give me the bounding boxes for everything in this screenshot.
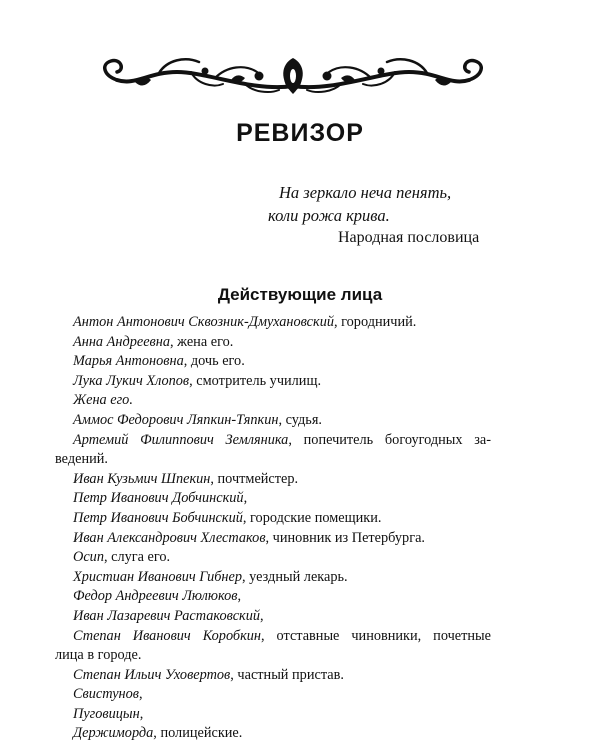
cast-entry <box>73 666 491 686</box>
cast-entry <box>73 705 491 725</box>
character-role: , уездный лекарь. <box>242 568 348 585</box>
cast-entry <box>73 372 491 392</box>
cast-entry <box>73 607 491 627</box>
cast-entry <box>73 724 491 744</box>
character-name: Иван Лазаревич Растаковский <box>73 607 261 624</box>
cast-entry <box>73 391 491 411</box>
cast-list <box>55 313 491 744</box>
cast-entry <box>73 685 491 705</box>
character-name: Свистунов <box>73 686 139 703</box>
character-name: Степан Ильич Уховертов <box>73 666 231 683</box>
cast-entry <box>73 470 491 490</box>
cast-entry <box>73 509 491 529</box>
decorative-ornament <box>95 42 491 102</box>
cast-entry <box>73 352 491 372</box>
cast-entry <box>73 568 491 588</box>
character-name: Марья Антоновна <box>73 353 184 370</box>
cast-entry <box>73 333 491 353</box>
character-role: , жена его. <box>170 333 234 350</box>
character-role: , <box>237 588 242 605</box>
character-name: Осип <box>73 549 104 566</box>
character-role: , городские помещики. <box>242 509 382 526</box>
cast-entry-continuation: ведений. <box>55 451 108 468</box>
character-role: , судья. <box>278 411 322 428</box>
character-name: Степан Иванович Коробкин <box>73 627 262 644</box>
cast-entry <box>73 313 491 333</box>
character-name: Жена его. <box>73 392 133 409</box>
character-role: , чиновник из Петербурга. <box>265 529 425 546</box>
character-name: Иван Александрович Хлестаков <box>73 529 266 546</box>
cast-entry <box>73 489 491 509</box>
character-role: , <box>139 705 144 722</box>
cast-entry-continuation: лица в городе. <box>55 647 142 664</box>
character-name: Пуговицын <box>73 705 140 722</box>
character-role: , попечитель богоугодных за- <box>288 431 491 448</box>
play-title: РЕВИЗОР <box>236 119 364 147</box>
character-name: Федор Андреевич Люлюков <box>73 588 238 605</box>
character-name: Петр Иванович Добчинский <box>73 490 244 507</box>
cast-entry <box>73 587 491 607</box>
epigraph-attribution: Народная пословица <box>338 229 480 246</box>
character-role: , смотритель училищ. <box>189 372 322 389</box>
character-role: , городничий. <box>334 314 417 330</box>
epigraph-line-2: коли рожа крива. <box>268 206 390 225</box>
character-name: Христиан Иванович Гибнер <box>73 568 243 585</box>
cast-entry <box>73 411 491 431</box>
epigraph-line-1: На зеркало неча пенять, <box>279 183 452 202</box>
character-role: , <box>243 490 248 507</box>
cast-heading: Действующие лица <box>217 285 383 304</box>
character-name: Держиморда <box>73 725 154 742</box>
character-name: Анна Андреевна <box>73 333 170 350</box>
character-role: , <box>260 607 264 624</box>
cast-entry <box>73 529 491 549</box>
character-name: Петр Иванович Бобчинский <box>73 509 243 526</box>
character-role: , почтмейстер. <box>210 470 299 487</box>
character-role: , полицейские. <box>153 725 243 742</box>
character-role: , дочь его. <box>183 353 245 370</box>
character-name: Иван Кузьмич Шпекин <box>73 470 211 487</box>
character-name: Антон Антонович Сквозник-Дмухановский <box>73 314 334 330</box>
character-role: , отставные чиновники, почетные <box>261 627 491 644</box>
cast-entry <box>73 431 491 451</box>
character-name: Артемий Филиппович Земляника <box>73 431 289 448</box>
cast-entry <box>73 627 491 647</box>
character-name: Лука Лукич Хлопов <box>73 372 190 389</box>
character-name: Аммос Федорович Ляпкин-Тяпкин <box>73 411 279 428</box>
cast-entry <box>73 548 491 568</box>
character-role: , <box>139 686 143 703</box>
character-role: , частный пристав. <box>230 666 344 683</box>
character-role: , слуга его. <box>103 549 171 566</box>
